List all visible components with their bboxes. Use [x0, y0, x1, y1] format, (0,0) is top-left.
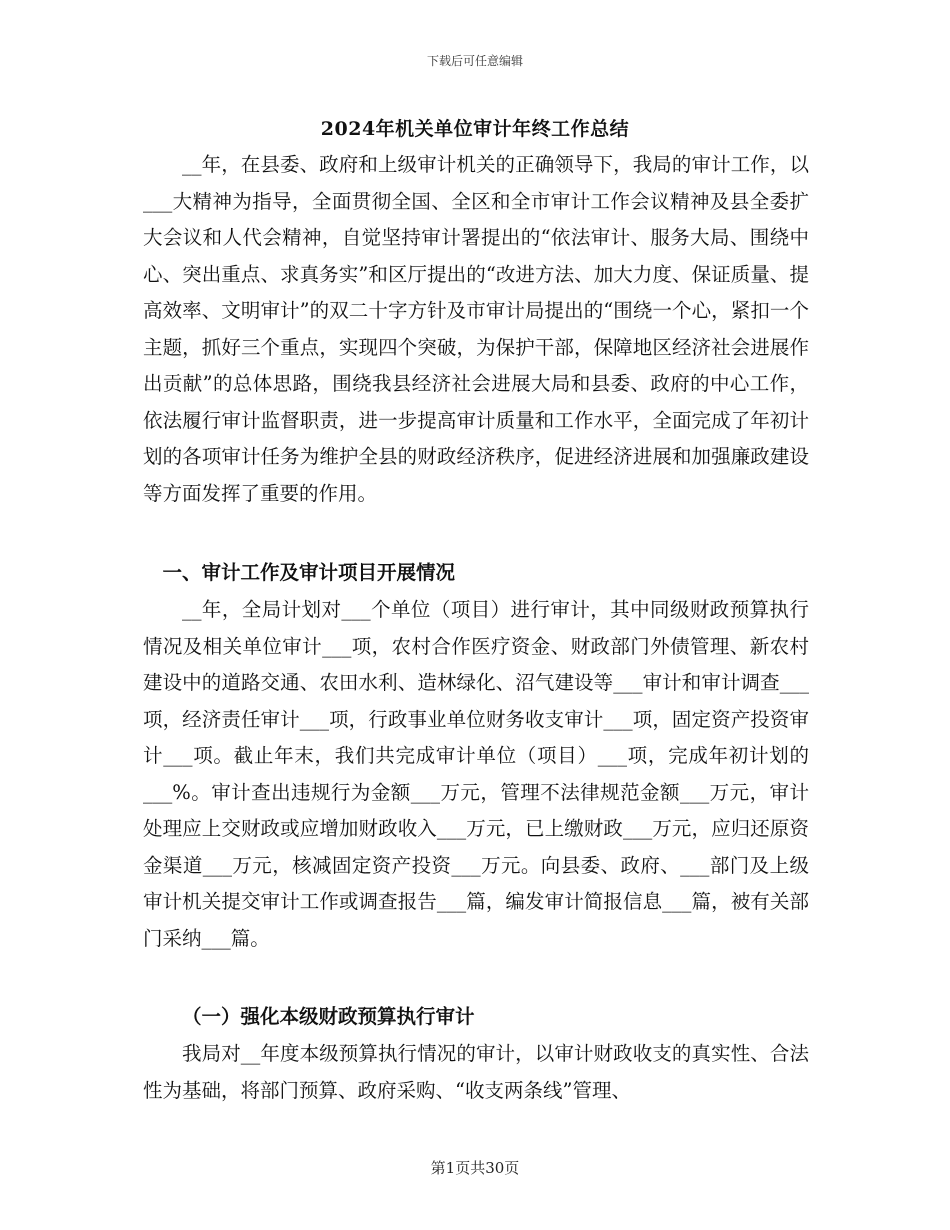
- section-1-heading: 一、审计工作及审计项目开展情况: [162, 561, 456, 584]
- page-number-footer: 第1页共30页: [430, 1159, 520, 1177]
- intro-paragraph: __年，在县委、政府和上级审计机关的正确领导下，我局的审计工作，以___大精神为指导，全面贯彻全国、全区和全市审计工作会议精神及县全委扩大会议和人代会精神，自觉坚持审计署提出的“依法审计、服务大局、围绕中心、突出重点、求真务实”和区厅提出的“改进方法、加大力度、保证质量、提高效率、文明审计”的双二十字方针及市审计局提出的“围绕一个心，紧扣一个主题，抓好三个重点，实现四个突破，为保护干部，保障地区经济社会进展作出贡献”的总体思路，围绕我县经济社会进展大局和县委、政府的中心工作，依法履行审计监督职责，进一步提高审计质量和工作水平，全面完成了年初计划的各项审计任务为维护全县的财政经济秩序，促进经济进展和加强廉政建设等方面发挥了重要的作用。: [143, 153, 809, 505]
- subsection-1-heading-block: [143, 999, 809, 1036]
- page-header-note: 下载后可任意编辑: [426, 54, 523, 68]
- subsection-1-heading: （一）强化本级财政预算执行审计: [182, 1005, 475, 1028]
- intro-section: [143, 147, 809, 512]
- section-1-body-block: [143, 592, 809, 957]
- section-1-paragraph: __年，全局计划对___个单位（项目）进行审计，其中同级财政预算执行情况及相关单位审计___项，农村合作医疗资金、财政部门外债管理、新农村建设中的道路交通、农田水利、造林绿化、沼气建设等___审计和审计调查___项，经济责任审计___项，行政事业单位财务收支审计___项，固定资产投资审计___项。截止年末，我们共完成审计单位（项目）___项，完成年初计划的___%。审计查出违规行为金额___万元，管理不法律规范金额___万元，审计处理应上交财政或应增加财政收入___万元，已上缴财政___万元，应归还原资金渠道___万元，核减固定资产投资___万元。向县委、政府、___部门及上级审计机关提交审计工作或调查报告___篇，编发审计简报信息___篇，被有关部门采纳___篇。: [143, 598, 809, 950]
- subsection-1-body-block: [143, 1036, 809, 1109]
- subsection-1-paragraph: 我局对__年度本级预算执行情况的审计，以审计财政收支的真实性、合法性为基础，将部门预算、政府采购、“收支两条线”管理、: [143, 1042, 809, 1102]
- document-title: 2024年机关单位审计年终工作总结: [320, 118, 630, 140]
- section-1-heading-block: [143, 555, 809, 592]
